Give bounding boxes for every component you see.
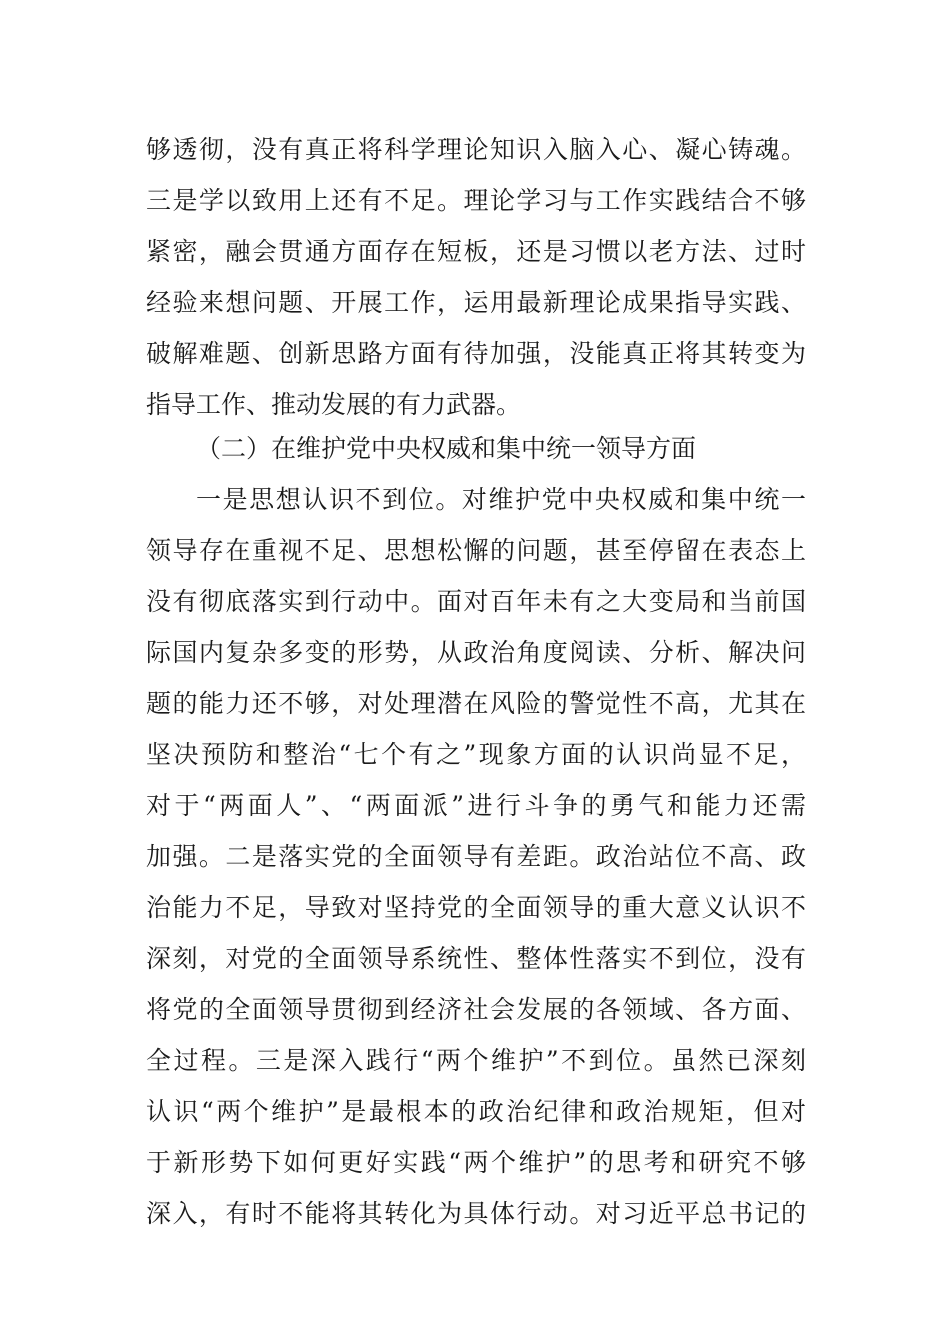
text-line: 治能力不足，导致对坚持党的全面领导的重大意义认识不	[146, 893, 806, 922]
text-line: 指导工作、推动发展的有力武器。	[146, 390, 522, 419]
paragraph-first-line: 一是思想认识不到位。对维护党中央权威和集中统一	[196, 485, 806, 514]
text-line: 加强。二是落实党的全面领导有差距。政治站位不高、政	[146, 842, 806, 871]
text-line: 紧密，融会贯通方面存在短板，还是习惯以老方法、过时	[146, 237, 806, 266]
text-line: 领导存在重视不足、思想松懈的问题，甚至停留在表态上	[146, 536, 806, 565]
section-heading: （二）在维护党中央权威和集中统一领导方面	[196, 434, 697, 463]
text-line: 经验来想问题、开展工作，运用最新理论成果指导实践、	[146, 288, 806, 317]
text-line: 破解难题、创新思路方面有待加强，没能真正将其转变为	[146, 339, 806, 368]
text-line: 三是学以致用上还有不足。理论学习与工作实践结合不够	[146, 186, 806, 215]
text-line: 对于“两面人”、“两面派”进行斗争的勇气和能力还需	[146, 791, 806, 820]
text-line: 题的能力还不够，对处理潜在风险的警觉性不高，尤其在	[146, 689, 806, 718]
text-line: 于新形势下如何更好实践“两个维护”的思考和研究不够	[146, 1148, 806, 1177]
text-line: 将党的全面领导贯彻到经济社会发展的各领域、各方面、	[146, 995, 806, 1024]
text-line: 没有彻底落实到行动中。面对百年未有之大变局和当前国	[146, 587, 806, 616]
text-line: 认识“两个维护”是最根本的政治纪律和政治规矩，但对	[146, 1097, 806, 1126]
text-line: 深入，有时不能将其转化为具体行动。对习近平总书记的	[146, 1199, 806, 1228]
text-line: 际国内复杂多变的形势，从政治角度阅读、分析、解决问	[146, 638, 806, 667]
text-line: 坚决预防和整治“七个有之”现象方面的认识尚显不足，	[146, 740, 806, 769]
text-line: 深刻，对党的全面领导系统性、整体性落实不到位，没有	[146, 944, 806, 973]
text-line: 全过程。三是深入践行“两个维护”不到位。虽然已深刻	[146, 1046, 806, 1075]
text-line: 够透彻，没有真正将科学理论知识入脑入心、凝心铸魂。	[146, 135, 806, 164]
